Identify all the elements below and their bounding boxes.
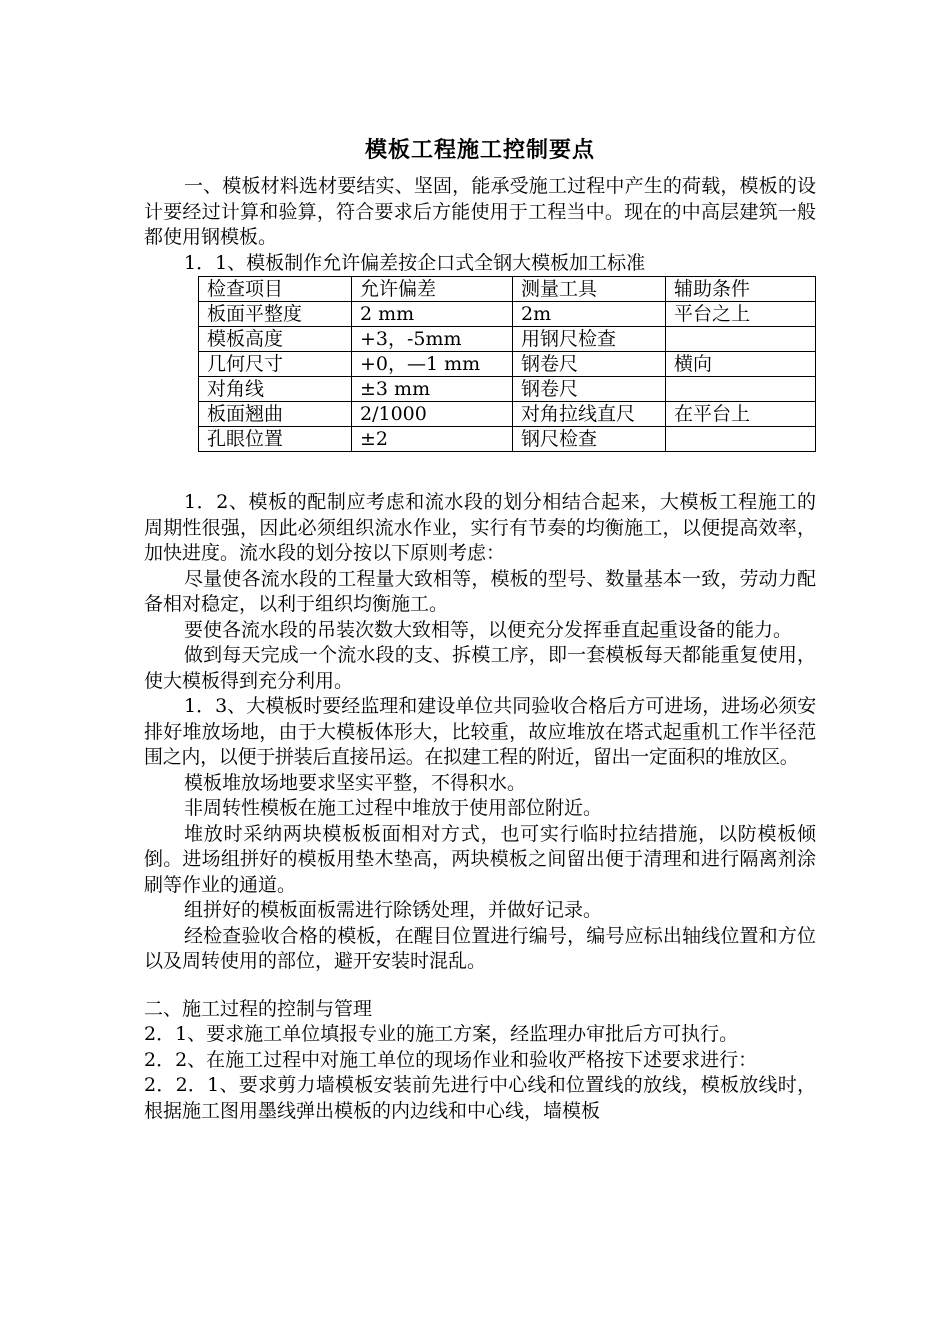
table-header-cell: 检查项目 — [199, 277, 352, 302]
table-cell: ±2 — [352, 427, 513, 452]
tolerance-table — [198, 276, 816, 452]
table-cell: 孔眼位置 — [199, 427, 352, 452]
table-cell: 板面平整度 — [199, 302, 352, 327]
table-cell: 模板高度 — [199, 327, 352, 352]
paragraph-1-2: 1．2、模板的配制应考虑和流水段的划分相结合起来，大模板工程施工的周期性很强，因此必须组织流水作业，实行有节奏的均衡施工，以便提高效率，加快进度。流水段的划分按以下原则考虑： — [144, 491, 816, 564]
table-row — [199, 402, 816, 427]
table-row — [199, 327, 816, 352]
table-cell: 横向 — [666, 352, 816, 377]
paragraph-2-1: 2．1、要求施工单位填报专业的施工方案，经监理办审批后方可执行。 — [144, 1023, 739, 1045]
table-cell: 2m — [513, 302, 666, 327]
table-cell: +0，—1 mm — [352, 352, 513, 377]
paragraph-body: 尽量使各流水段的工程量大致相等，模板的型号、数量基本一致，劳动力配备相对稳定，以利于组织均衡施工。 — [144, 567, 816, 615]
table-header-cell: 辅助条件 — [666, 277, 816, 302]
paragraph-table-caption: 1．1、模板制作允许偏差按企口式全钢大模板加工标准 — [184, 251, 646, 274]
paragraph-body: 组拼好的模板面板需进行除锈处理，并做好记录。 — [184, 899, 603, 921]
paragraph-2-2: 2．2、在施工过程中对施工单位的现场作业和验收严格按下述要求进行： — [144, 1048, 758, 1071]
table-cell: 钢尺检查 — [513, 427, 666, 452]
table-header-row — [199, 277, 816, 302]
table-cell: ±3 mm — [352, 377, 513, 402]
document-title: 模板工程施工控制要点 — [364, 137, 595, 163]
paragraph-body: 堆放时采纳两块模板板面相对方式，也可实行临时拉结措施，以防模板倾倒。进场组拼好的模板用垫木垫高，两块模板之间留出便于清理和进行隔离剂涂刷等作业的通道。 — [144, 822, 816, 896]
table-row — [199, 377, 816, 402]
table-cell — [666, 427, 816, 452]
paragraph-1-3: 1．3、大模板时要经监理和建设单位共同验收合格后方可进场，进场必须安排好堆放场地，由于大模板体形大，比较重，故应堆放在塔式起重机工作半径范围之内，以便于拼装后直接吊运。在拟建工程的附近，留出一定面积的堆放区。 — [144, 695, 816, 768]
table-cell: 钢卷尺 — [513, 352, 666, 377]
table-cell: +3，-5mm — [352, 327, 513, 352]
section-2-heading: 二、施工过程的控制与管理 — [144, 997, 373, 1020]
table-cell: 平台之上 — [666, 302, 816, 327]
table-cell — [666, 377, 816, 402]
table-cell: 对角拉线直尺 — [513, 402, 666, 427]
table-cell: 用钢尺检查 — [513, 327, 666, 352]
table-cell: 在平台上 — [666, 402, 816, 427]
paragraph-body: 做到每天完成一个流水段的支、拆模工序，即一套模板每天都能重复使用，使大模板得到充分利用。 — [144, 644, 816, 692]
table-cell: 2 mm — [352, 302, 513, 327]
section-spacer — [144, 975, 816, 997]
table-cell: 对角线 — [199, 377, 352, 402]
table-cell: 几何尺寸 — [199, 352, 352, 377]
paragraph-intro: 一、模板材料选材要结实、坚固，能承受施工过程中产生的荷载，模板的设计要经过计算和验算，符合要求后方能使用于工程当中。现在的中高层建筑一般都使用钢模板。 — [144, 175, 816, 248]
table-row — [199, 302, 816, 327]
table-row — [199, 352, 816, 377]
paragraph-body: 模板堆放场地要求坚实平整，不得积水。 — [184, 771, 527, 794]
paragraph-body: 要使各流水段的吊装次数大致相等，以便充分发挥垂直起重设备的能力。 — [184, 618, 793, 641]
table-cell: 板面翘曲 — [199, 402, 352, 427]
table-header-cell: 测量工具 — [513, 277, 666, 302]
paragraph-body: 经检查验收合格的模板，在醒目位置进行编号，编号应标出轴线位置和方位以及周转使用的部位，避开安装时混乱。 — [144, 924, 816, 972]
table-row — [199, 427, 816, 452]
paragraph-body: 非周转性模板在施工过程中堆放于使用部位附近。 — [184, 797, 603, 819]
table-cell — [666, 327, 816, 352]
table-header-cell: 允许偏差 — [352, 277, 513, 302]
table-cell: 钢卷尺 — [513, 377, 666, 402]
document-body — [144, 136, 816, 1124]
paragraph-2-2-1: 2．2．1、要求剪力墙模板安装前先进行中心线和位置线的放线，模板放线时，根据施工图用墨线弹出模板的内边线和中心线，墙模板 — [144, 1074, 816, 1122]
table-cell: 2/1000 — [352, 402, 513, 427]
